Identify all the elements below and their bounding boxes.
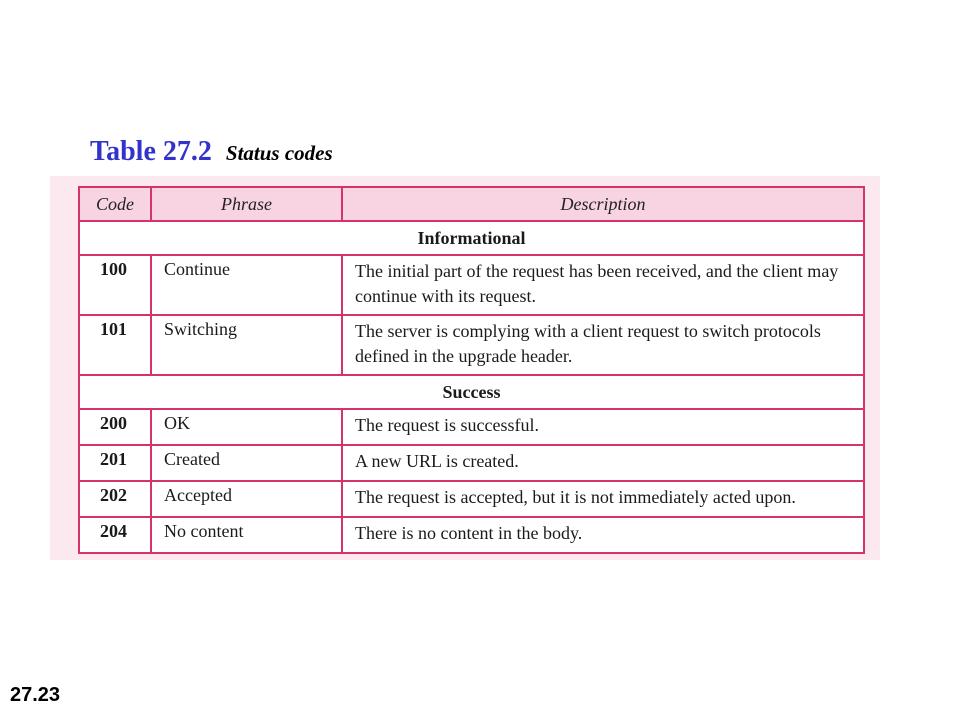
code-cell: 202 xyxy=(79,481,151,517)
phrase-cell: OK xyxy=(151,409,342,445)
description-cell: The request is successful. xyxy=(342,409,864,445)
header-code: Code xyxy=(79,187,151,221)
table-row xyxy=(79,445,864,481)
description-cell: A new URL is created. xyxy=(342,445,864,481)
code-cell: 201 xyxy=(79,445,151,481)
description-cell: The server is complying with a client request to switch protocols defined in the upgrade header. xyxy=(342,315,864,375)
code-cell: 101 xyxy=(79,315,151,375)
table-panel xyxy=(50,176,880,560)
code-cell: 100 xyxy=(79,255,151,315)
table-row xyxy=(79,481,864,517)
section-row-success xyxy=(79,375,864,409)
phrase-cell: Switching xyxy=(151,315,342,375)
section-row-informational xyxy=(79,221,864,255)
table-row xyxy=(79,315,864,375)
table-header-row xyxy=(79,187,864,221)
phrase-cell: No content xyxy=(151,517,342,553)
section-label: Success xyxy=(79,375,864,409)
section-label: Informational xyxy=(79,221,864,255)
status-codes-table xyxy=(78,186,865,554)
description-cell: The initial part of the request has been received, and the client may continue with its request. xyxy=(342,255,864,315)
description-cell: The request is accepted, but it is not immediately acted upon. xyxy=(342,481,864,517)
table-number: Table 27.2 xyxy=(90,136,212,167)
description-cell: There is no content in the body. xyxy=(342,517,864,553)
code-cell: 200 xyxy=(79,409,151,445)
phrase-cell: Continue xyxy=(151,255,342,315)
header-description: Description xyxy=(342,187,864,221)
table-row xyxy=(79,255,864,315)
table-row xyxy=(79,517,864,553)
table-row xyxy=(79,409,864,445)
code-cell: 204 xyxy=(79,517,151,553)
slide-title xyxy=(90,136,333,168)
phrase-cell: Accepted xyxy=(151,481,342,517)
header-phrase: Phrase xyxy=(151,187,342,221)
table-subtitle: Status codes xyxy=(225,141,333,165)
phrase-cell: Created xyxy=(151,445,342,481)
page-number: 27.23 xyxy=(10,684,61,706)
